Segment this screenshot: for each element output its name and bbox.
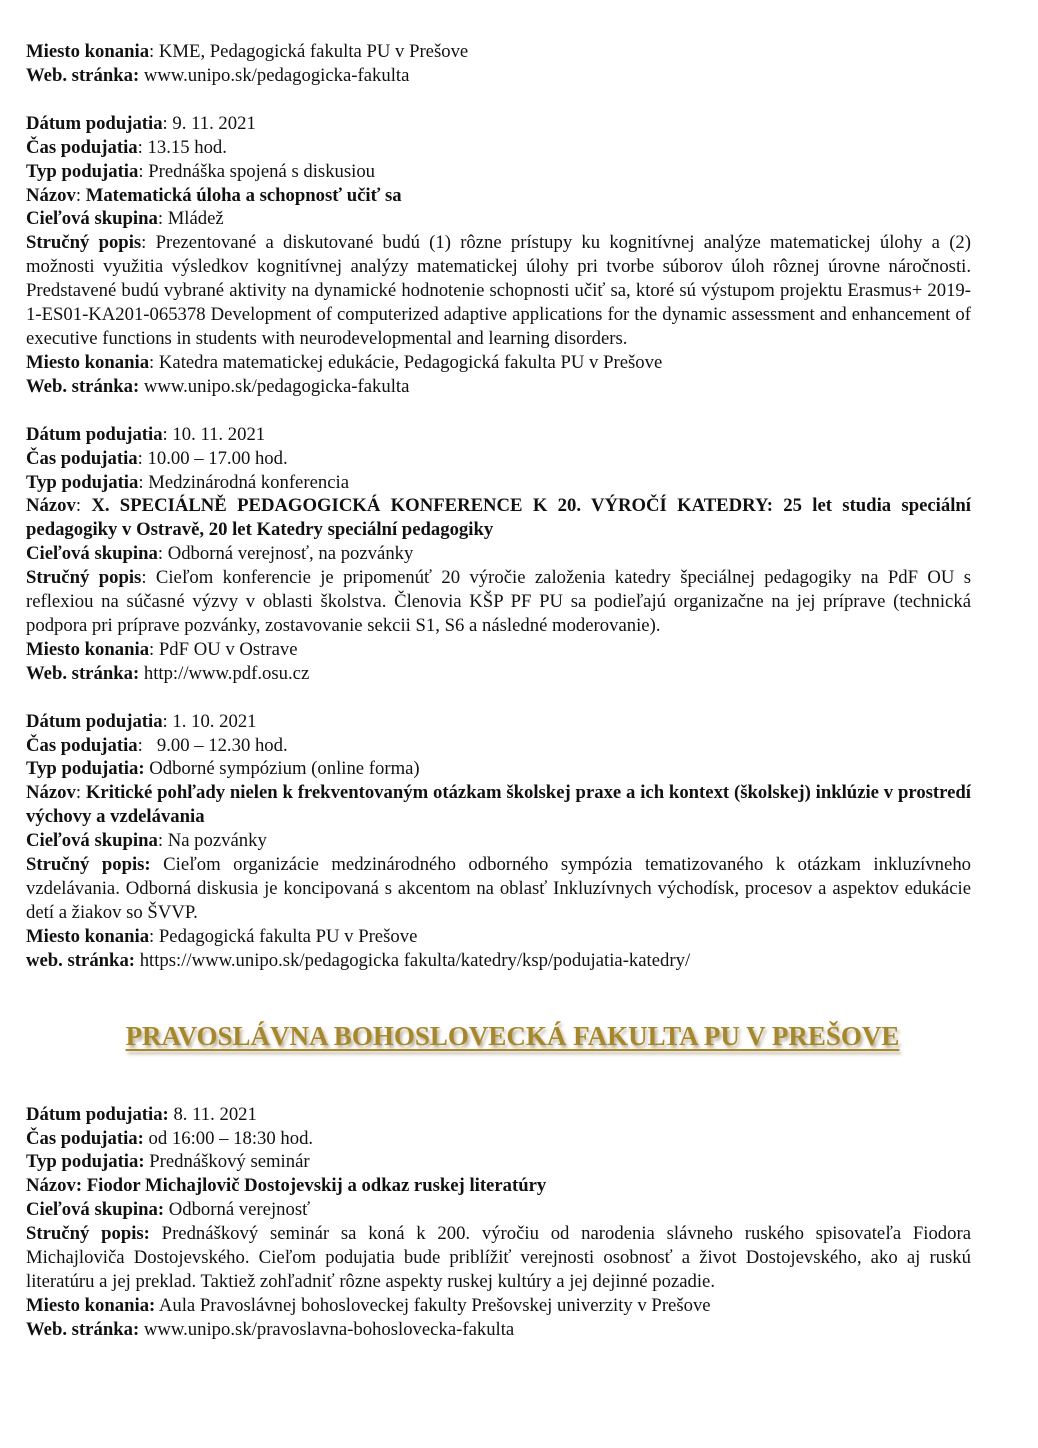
- audience-line: [26, 542, 971, 566]
- value: Matematická úloha a schopnosť učiť sa: [85, 184, 402, 206]
- audience-line: [26, 207, 971, 231]
- event-block: [26, 112, 971, 399]
- time-line: [26, 136, 971, 160]
- label: Stručný popis: [26, 567, 142, 589]
- value: : 10.00 – 17.00 hod.: [137, 447, 288, 469]
- colon: :: [75, 184, 86, 206]
- label: Názov: [26, 782, 76, 804]
- label: Čas podujatia:: [26, 1127, 144, 1149]
- value: : 9.00 – 12.30 hod.: [137, 734, 288, 756]
- web-line: [26, 64, 971, 88]
- label: Cieľová skupina:: [26, 1199, 165, 1221]
- venue-line: [26, 351, 971, 375]
- label: Miesto konania: [26, 41, 150, 62]
- label: Cieľová skupina: [26, 208, 158, 230]
- value: : PdF OU v Ostrave: [149, 638, 298, 660]
- label: Názov:: [26, 1175, 83, 1197]
- value: Cieľom organizácie medzinárodného odborného sympózia tematizovaného k otázkam inkluzívneho vzdelávania. Odborná diskusia je koncipovaná s akcentom na oblasť Inkluzívnych východísk, procesov a aspektov edukácie detí a žiakov so ŠVVP.: [26, 854, 972, 923]
- value: Prednáškový seminár: [144, 1151, 310, 1173]
- value: https://www.unipo.sk/pedagogicka fakulta/katedry/ksp/podujatia-katedry/: [135, 949, 691, 971]
- value: : 9. 11. 2021: [162, 112, 256, 134]
- value: Prednáškový seminár sa koná k 200. výročiu od narodenia slávneho ruského spisovateľa Fiodora Michajloviča Dostojevského. Cieľom podujatia bude priblížiť verejnosti osobnosť a život Dostojevského, ako aj ruskú literatúru a jej preklad. Taktiež zohľadniť rôzne aspekty ruskej kultúry a jej dejinné pozadie.: [26, 1223, 972, 1292]
- value: http://www.pdf.osu.cz: [139, 662, 310, 684]
- label: Miesto konania: [26, 351, 150, 373]
- audience-line: [26, 1198, 971, 1222]
- value: : Katedra matematickej edukácie, Pedagogická fakulta PU v Prešove: [149, 351, 663, 373]
- document-page: [26, 40, 971, 1342]
- label: Cieľová skupina: [26, 830, 158, 852]
- web-line: [26, 375, 971, 399]
- value: : Prezentované a diskutované budú (1) rôzne prístupy ku kognitívnej analýze matematickej úlohy a (2) možnosti využitia výsledkov kognitívnej analýzy matematickej úlohy pri tvorbe súborov úloh rôznej úrovne náročnosti. Predstavené budú vybrané aktivity na dynamické hodnotenie schopnosti učiť sa, ktoré sú výstupom projektu Erasmus+ 2019-1-ES01-KA201-065378 Development of computerized adaptive applications for the dynamic assessment and enhancement of executive functions in students with neurodevelopmental and learning disorders.: [26, 232, 971, 349]
- venue-line: [26, 638, 971, 662]
- value: : KME, Pedagogická fakulta PU v Prešove: [149, 41, 469, 62]
- value: : Cieľom konferencie je pripomenúť 20 výročie založenia katedry špeciálnej pedagogiky na PdF OU s reflexiou na súčasné výzvy v oblasti školstva. Členovia KŠP PF PU sa podieľajú organizačne na jej príprave (technická podpora pri príprave pozvánky, zostavovanie sekcii S1, S6 a následné moderovanie).: [26, 567, 971, 636]
- label: Cieľová skupina: [26, 543, 158, 565]
- label: Názov: [26, 495, 76, 517]
- label: Čas podujatia: [26, 734, 138, 756]
- section-heading: PRAVOSLÁVNA BOHOSLOVECKÁ FAKULTA PU V PREŠOVE: [125, 1020, 900, 1051]
- value: : 13.15 hod.: [137, 136, 227, 158]
- value: : 1. 10. 2021: [162, 710, 257, 732]
- value: : Medzinárodná konferencia: [138, 471, 349, 493]
- label: Web. stránka:: [26, 375, 140, 397]
- event-block: [26, 1103, 971, 1342]
- label: Web. stránka:: [26, 64, 140, 86]
- title-line: [26, 1174, 971, 1198]
- value: : Mládež: [157, 208, 224, 230]
- time-line: [26, 447, 971, 471]
- label: Typ podujatia: [26, 160, 139, 182]
- value: X. SPECIÁLNĚ PEDAGOGICKÁ KONFERENCE K 20. VÝROČÍ KATEDRY: 25 let studia speciální pedagogiky v Ostravě, 20 let Katedry speciální pedagogiky: [26, 495, 971, 541]
- time-line: [26, 1127, 971, 1151]
- date-line: [26, 423, 971, 447]
- value: : Pedagogická fakulta PU v Prešove: [149, 925, 418, 947]
- venue-line: [26, 1294, 971, 1318]
- value: 8. 11. 2021: [168, 1103, 257, 1125]
- title-line: [26, 494, 971, 542]
- label: Web. stránka:: [26, 662, 140, 684]
- value: : Prednáška spojená s diskusiou: [138, 160, 376, 182]
- label: Dátum podujatia:: [26, 1103, 169, 1125]
- value: Kritické pohľady nielen k frekventovaným otázkam školskej praxe a ich kontext (školskej) inklúzie v prostredí výchovy a vzdelávania: [26, 782, 971, 828]
- colon: :: [75, 782, 86, 804]
- audience-line: [26, 829, 971, 853]
- value: : 10. 11. 2021: [162, 423, 266, 445]
- label: Typ podujatia: [26, 471, 139, 493]
- value: www.unipo.sk/pedagogicka-fakulta: [139, 64, 410, 86]
- label: Stručný popis:: [26, 1223, 150, 1245]
- label: Názov: [26, 184, 76, 206]
- type-line: [26, 757, 971, 781]
- description-paragraph: [26, 566, 971, 638]
- value: : Odborná verejnosť, na pozvánky: [157, 543, 414, 565]
- venue-line: [26, 40, 971, 64]
- title-line: [26, 184, 971, 208]
- web-line: [26, 949, 971, 973]
- type-line: [26, 471, 971, 495]
- type-line: [26, 160, 971, 184]
- value: www.unipo.sk/pravoslavna-bohoslovecka-fakulta: [139, 1318, 515, 1340]
- date-line: [26, 1103, 971, 1127]
- event-block: [26, 423, 971, 686]
- label: Typ podujatia:: [26, 1151, 145, 1173]
- label: Čas podujatia: [26, 136, 138, 158]
- description-paragraph: [26, 1222, 971, 1294]
- label: web. stránka:: [26, 949, 136, 971]
- label: Dátum podujatia: [26, 423, 163, 445]
- value: od 16:00 – 18:30 hod.: [143, 1127, 314, 1149]
- label: Stručný popis: [26, 232, 142, 254]
- label: Typ podujatia:: [26, 758, 145, 780]
- web-line: [26, 1318, 971, 1342]
- label: Dátum podujatia: [26, 710, 163, 732]
- label: Web. stránka:: [26, 1318, 140, 1340]
- label: Čas podujatia: [26, 447, 138, 469]
- title-line: [26, 781, 971, 829]
- value: Aula Pravoslávnej bohosloveckej fakulty Prešovskej univerzity v Prešove: [155, 1294, 711, 1316]
- value: Odborná verejnosť: [164, 1199, 311, 1221]
- value: Fiodor Michajlovič Dostojevskij a odkaz ruskej literatúry: [86, 1175, 547, 1197]
- date-line: [26, 710, 971, 734]
- value: www.unipo.sk/pedagogicka-fakulta: [139, 375, 410, 397]
- label: Miesto konania: [26, 638, 150, 660]
- description-paragraph: [26, 231, 971, 351]
- value: Odborné sympózium (online forma): [144, 758, 420, 780]
- label: Miesto konania:: [26, 1294, 156, 1316]
- label: Stručný popis:: [26, 854, 151, 876]
- web-line: [26, 662, 971, 686]
- description-paragraph: [26, 853, 971, 925]
- type-line: [26, 1150, 971, 1174]
- time-line: [26, 734, 971, 758]
- label: Miesto konania: [26, 925, 150, 947]
- venue-line: [26, 925, 971, 949]
- value: : Na pozvánky: [157, 830, 267, 852]
- date-line: [26, 112, 971, 136]
- colon: :: [75, 495, 92, 517]
- event-block: [26, 710, 971, 973]
- label: Dátum podujatia: [26, 112, 163, 134]
